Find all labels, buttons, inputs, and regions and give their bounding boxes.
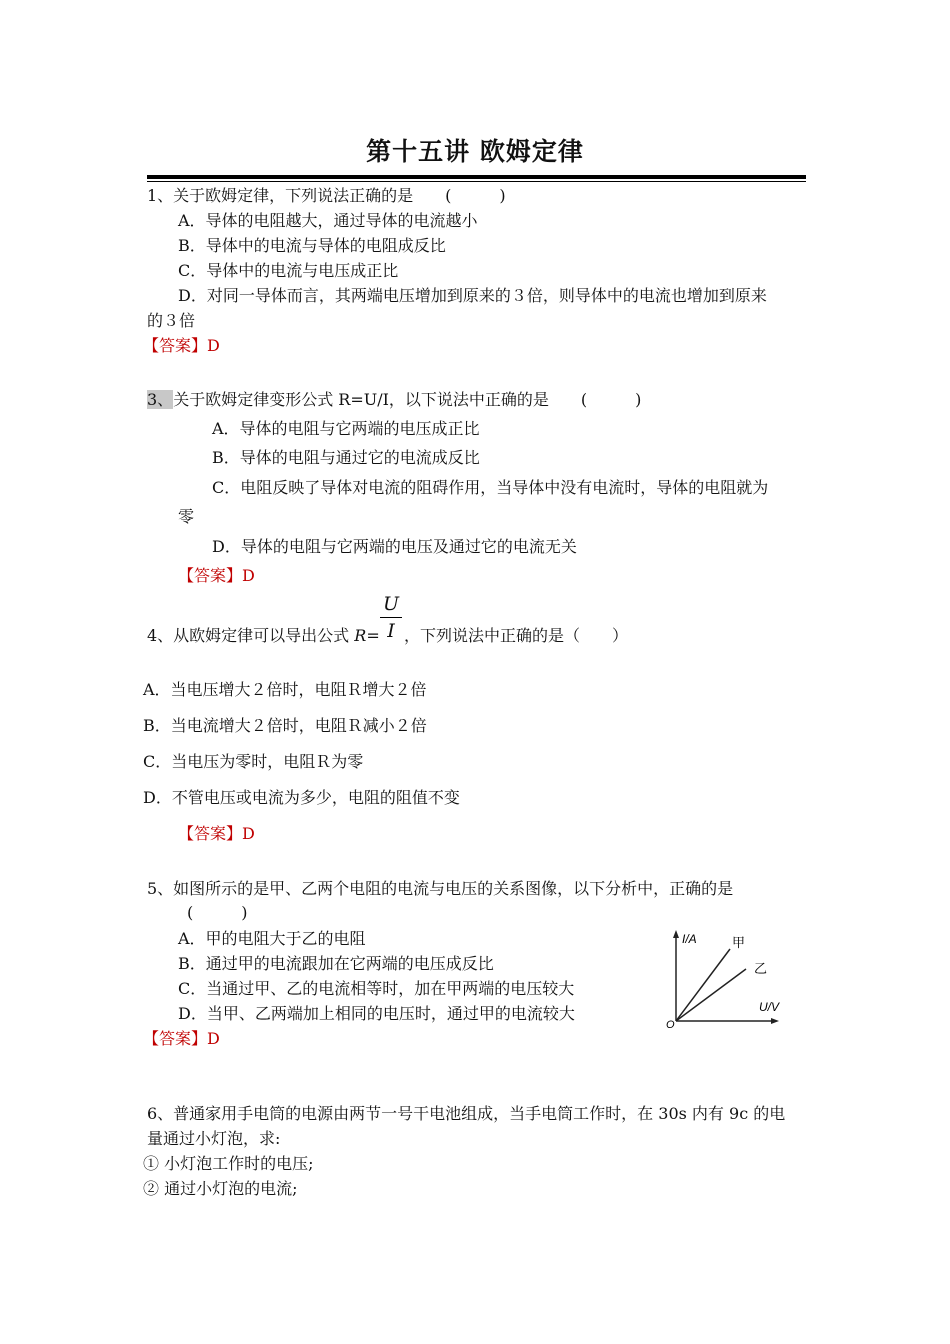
q4-fraction-bar [380, 617, 402, 618]
q1-option-d: D．对同一导体而言，其两端电压增加到原来的３倍，则导体中的电流也增加到原来 [178, 286, 767, 305]
q4-option-c: C．当电压为零时，电阻Ｒ为零 [143, 752, 364, 771]
q4-option-a: A．当电压增大２倍时，电阻Ｒ增大２倍 [143, 680, 427, 699]
iu-graph [660, 925, 790, 1030]
q5-option-a: A．甲的电阻大于乙的电阻 [178, 929, 366, 948]
series-line-jia [676, 949, 730, 1021]
q1-option-a: A．导体的电阻越大，通过导体的电流越小 [178, 211, 478, 230]
q5-answer [143, 1028, 220, 1050]
q4-option-d: D．不管电压或电流为多少，电阻的阻值不变 [143, 788, 460, 807]
q3-option-d: D．导体的电阻与它两端的电压及通过它的电流无关 [212, 537, 577, 556]
x-axis-arrow [771, 1018, 779, 1024]
q5-option-b: B．通过甲的电流跟加在它两端的电压成反比 [178, 954, 494, 973]
q1-answer [143, 335, 220, 357]
q4-fraction-numerator: U [382, 593, 399, 615]
series-label-jia: 甲 [732, 935, 746, 950]
q4-fraction-denominator: I [387, 620, 395, 642]
answer-value: D [242, 566, 255, 585]
y-axis-label: I/A [682, 932, 697, 946]
q1-option-c: C．导体中的电流与电压成正比 [178, 261, 399, 280]
x-axis-label: U/V [759, 1000, 780, 1014]
q3-option-c: C．电阻反映了导体对电流的阻碍作用，当导体中没有电流时，导体的电阻就为 [212, 478, 769, 497]
q3-stem [147, 389, 641, 411]
title-rule-thin [147, 181, 806, 182]
answer-label: 【答案】 [143, 1029, 208, 1048]
q5-option-c: C．当通过甲、乙的电流相等时，加在甲两端的电压较大 [178, 979, 575, 998]
answer-value: D [207, 336, 220, 355]
series-line-yi [676, 969, 746, 1021]
q4-stem-text: 4、从欧姆定律可以导出公式 [147, 626, 355, 645]
q5-stem: 5、如图所示的是甲、乙两个电阻的电流与电压的关系图像，以下分析中，正确的是 [147, 879, 734, 898]
q4-option-b: B．当电流增大２倍时，电阻Ｒ减小２倍 [143, 716, 427, 735]
q6-stem: 6、普通家用手电筒的电源由两节一号干电池组成，当手电筒工作时，在 30s 内有 9c 的电 [147, 1104, 786, 1123]
q4-answer [178, 823, 255, 845]
q4-stem-post: ，下列说法中正确的是（ ） [404, 626, 629, 645]
title-rule-thick [147, 175, 806, 179]
q3-answer [178, 565, 255, 587]
series-label-yi: 乙 [754, 961, 768, 976]
q3-option-c-cont: 零 [178, 507, 195, 526]
answer-label: 【答案】 [143, 336, 208, 355]
q1-stem: 1、关于欧姆定律，下列说法正确的是 ( ) [147, 186, 506, 205]
q6-part-2: ② 通过小灯泡的电流; [143, 1179, 298, 1198]
q3-number: 3、 [147, 390, 174, 409]
origin-label: O [666, 1019, 675, 1030]
q1-option-d-cont: 的３倍 [147, 311, 196, 330]
q5-option-d: D．当甲、乙两端加上相同的电压时，通过甲的电流较大 [178, 1004, 575, 1023]
q6-stem-cont: 量通过小灯泡，求: [147, 1129, 281, 1148]
page-title: 第十五讲 欧姆定律 [366, 137, 584, 166]
q3-option-a: A．导体的电阻与它两端的电压成正比 [212, 419, 480, 438]
answer-value: D [242, 824, 255, 843]
answer-value: D [207, 1029, 220, 1048]
q1-option-b: B．导体中的电流与导体的电阻成反比 [178, 236, 446, 255]
q4-formula-lhs: R= [354, 626, 380, 645]
q3-option-b: B．导体的电阻与通过它的电流成反比 [212, 448, 480, 467]
q6-part-1: ① 小灯泡工作时的电压; [143, 1154, 314, 1173]
y-axis-arrow [673, 930, 679, 938]
answer-label: 【答案】 [178, 566, 243, 585]
q5-stem-blank: ( ) [187, 903, 248, 922]
q4-stem-pre [147, 625, 380, 647]
answer-label: 【答案】 [178, 824, 243, 843]
q3-stem-text: 关于欧姆定律变形公式 R=U/I，以下说法中正确的是 ( ) [173, 390, 642, 409]
